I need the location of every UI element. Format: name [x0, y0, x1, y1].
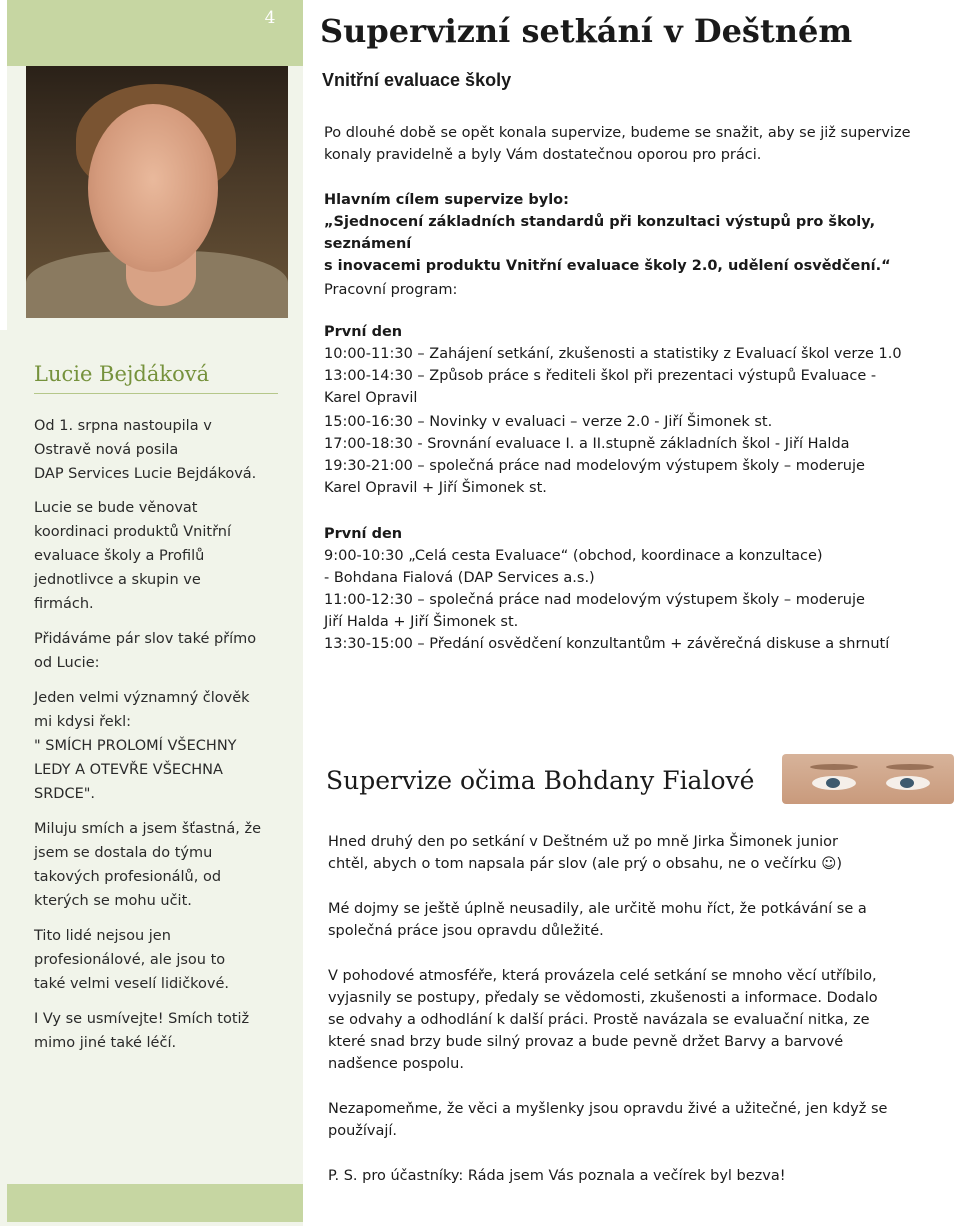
program-label: Pracovní program: — [324, 282, 458, 298]
portrait-photo — [26, 66, 288, 318]
article-subtitle: Vnitřní evaluace školy — [322, 70, 512, 90]
photo-iris-right — [900, 778, 914, 788]
sidebar-name: Lucie Bejdáková — [34, 362, 210, 386]
page-number: 4 — [264, 8, 276, 28]
photo-iris-left — [826, 778, 840, 788]
program-item: 15:00-16:30 – Novinky v evaluaci – verze 2.0 - Jiří Šimonek st. — [324, 414, 773, 430]
sidebar-paragraph: Od 1. srpna nastoupila v Ostravě nová posila DAP Services Lucie Bejdáková. — [34, 418, 257, 482]
program-item: 10:00-11:30 – Zahájení setkání, zkušenosti a statistiky z Evaluací škol verze 1.0 — [324, 346, 902, 362]
goal-label: Hlavním cílem supervize bylo: — [324, 192, 569, 208]
article2-paragraph: Nezapomeňme, že věci a myšlenky jsou opravdu živé a užitečné, jen když se používají. — [328, 1101, 888, 1139]
program-item: 13:30-15:00 – Předání osvědčení konzultantům + závěrečná diskuse a shrnutí — [324, 636, 890, 652]
photo-brow-left — [810, 764, 858, 770]
sidebar-paragraph: Přidáváme pár slov také přímo od Lucie: — [34, 631, 257, 671]
program-item: 13:00-14:30 – Způsob práce s řediteli škol při prezentaci výstupů Evaluace - Karel Opravil — [324, 368, 877, 406]
program-item: 9:00-10:30 „Celá cesta Evaluace“ (obchod, koordinace a konzultace) - Bohdana Fialová (DAP Services a.s.) — [324, 548, 823, 586]
footer-band — [7, 1184, 303, 1222]
photo-eye-right — [886, 776, 930, 790]
article2-paragraph: Hned druhý den po setkání v Deštném už po mně Jirka Šimonek junior chtěl, abych o tom napsala pár slov (ale prý o obsahu, ne o večírku ☺) — [328, 834, 843, 872]
sidebar-paragraph: Jeden velmi významný člověk mi kdysi řekl: " SMÍCH PROLOMÍ VŠECHNY LEDY A OTEVŘE VŠECHNA SRDCE". — [34, 690, 250, 802]
article2-title: Supervize očima Bohdany Fialové — [326, 766, 755, 795]
eyes-photo — [782, 754, 954, 804]
intro-paragraph: Po dlouhé době se opět konala supervize, budeme se snažit, aby se již supervize konaly pravidelně a byly Vám dostatečnou oporou pro práci. — [324, 125, 911, 163]
photo-face — [88, 104, 218, 272]
sidebar-paragraph: Tito lidé nejsou jen profesionálové, ale jsou to také velmi veselí lidičkové. — [34, 928, 230, 992]
article2-paragraph: Mé dojmy se ještě úplně neusadily, ale určitě mohu říct, že potkávání se a společná práce jsou opravdu důležité. — [328, 901, 867, 939]
article2-paragraph: P. S. pro účastníky: Ráda jsem Vás poznala a večírek byl bezva! — [328, 1168, 786, 1184]
goal-text: „Sjednocení základních standardů při konzultaci výstupů pro školy, seznámení s inovacemi produktu Vnitřní evaluace školy 2.0, udělení osvědčení.“ — [324, 214, 891, 274]
program-item: 11:00-12:30 – společná práce nad modelovým výstupem školy – moderuje Jiří Halda + Jiří Šimonek st. — [324, 592, 865, 630]
sidebar-edge — [0, 330, 12, 1226]
day1-heading: První den — [324, 324, 403, 340]
program-item: 19:30-21:00 – společná práce nad modelovým výstupem školy – moderuje Karel Opravil + Jiří Šimonek st. — [324, 458, 865, 496]
sidebar-paragraph: I Vy se usmívejte! Smích totiž mimo jiné také léčí. — [34, 1011, 250, 1051]
day2-heading: První den — [324, 526, 403, 542]
article2-paragraph: V pohodové atmosféře, která provázela celé setkání se mnoho věcí utříbilo, vyjasnily se postupy, předaly se vědomosti, zkušenosti a informace. Dodalo se odvahy a odhodlání k další práci. Prostě navázala se evaluační nitka, ze které snad brzy bude silný provaz a bude pevně držet Barvy a barvové nadšence pospolu. — [328, 968, 878, 1072]
sidebar-paragraph: Lucie se bude věnovat koordinaci produktů Vnitřní evaluace školy a Profilů jednotlivce a skupin ve firmách. — [34, 500, 231, 612]
sidebar-paragraph: Miluju smích a jsem šťastná, že jsem se dostala do týmu takových profesionálů, od kterých se mohu učit. — [34, 821, 261, 909]
article-title: Supervizní setkání v Deštném — [320, 12, 853, 50]
sidebar-divider — [34, 393, 278, 394]
photo-eye-left — [812, 776, 856, 790]
photo-brow-right — [886, 764, 934, 770]
program-item: 17:00-18:30 - Srovnání evaluace I. a II.stupně základních škol - Jiří Halda — [324, 436, 850, 452]
